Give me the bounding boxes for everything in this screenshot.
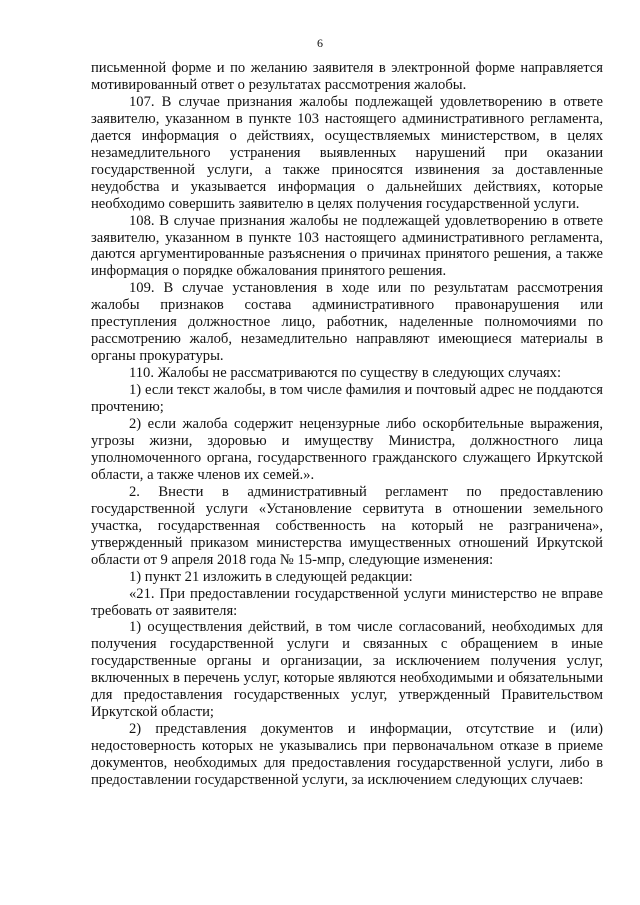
paragraph-clause-21: «21. При предоставлении государственной услуги министерство не вправе требовать от заявителя: — [91, 585, 603, 619]
paragraph-109: 109. В случае установления в ходе или по результатам рассмотрения жалобы признаков состава административного правонарушения или преступления должностное лицо, работник, наделенные полномочиями по рассмотрению жалоб, незамедлительно направляют имеющиеся материалы в органы прокуратуры. — [91, 280, 603, 365]
paragraph-110-item-1: 1) если текст жалобы, в том числе фамилия и почтовый адрес не поддаются прочтению; — [91, 382, 603, 416]
paragraph-108: 108. В случае признания жалобы не подлежащей удовлетворению в ответе заявителю, указанном в пункте 103 настоящего административного регламента, даются аргументированные разъяснения о причинах принятого решения, а также информация о порядке обжалования принятого решения. — [91, 212, 603, 280]
paragraph-section-2: 2. Внести в административный регламент по предоставлению государственной услуги «Установление сервитута в отношении земельного участка, государственная собственность на который не разграничена», утвержденный приказом министерства имущественных отношений Иркутской области от 9 апреля 2018 года № 15-мпр, следующие изменения: — [91, 483, 603, 568]
paragraph-110: 110. Жалобы не рассматриваются по существу в следующих случаях: — [129, 365, 562, 382]
document-body — [91, 60, 603, 789]
paragraph-107: 107. В случае признания жалобы подлежащей удовлетворению в ответе заявителю, указанном в пункте 103 настоящего административного регламента, дается информация о действиях, осуществляемых министерством, в целях незамедлительного устранения выявленных нарушений при оказании государственной услуги, а также приносятся извинения за доставленные неудобства и указывается информация о дальнейших действиях, которые необходимо совершить заявителю в целях получения государственной услуги. — [91, 93, 603, 212]
page-number: 6 — [317, 36, 323, 50]
paragraph-amendment-1: 1) пункт 21 изложить в следующей редакции: — [129, 568, 413, 585]
paragraph-clause-21-item-1: 1) осуществления действий, в том числе согласований, необходимых для получения государственной услуги и связанных с обращением в иные государственные органы и организации, за исключением получения услуг, включенных в перечень услуг, которые являются необходимыми и обязательными для предоставления государственных услуг, утвержденный Правительством Иркутской области; — [91, 619, 603, 721]
paragraph-clause-21-item-2: 2) представления документов и информации, отсутствие и (или) недостоверность которых не указывались при первоначальном отказе в приеме документов, необходимых для предоставления государственной услуги, либо в предоставлении государственной услуги, за исключением следующих случаев: — [91, 721, 603, 789]
paragraph-110-item-2: 2) если жалоба содержит нецензурные либо оскорбительные выражения, угрозы жизни, здоровью и имуществу Министра, должностного лица уполномоченного органа, государственного гражданского служащего Иркутской области, а также членов их семей.». — [91, 416, 603, 483]
paragraph-continuation: письменной форме и по желанию заявителя в электронной форме направляется мотивированный ответ о результатах рассмотрения жалобы. — [91, 60, 603, 93]
